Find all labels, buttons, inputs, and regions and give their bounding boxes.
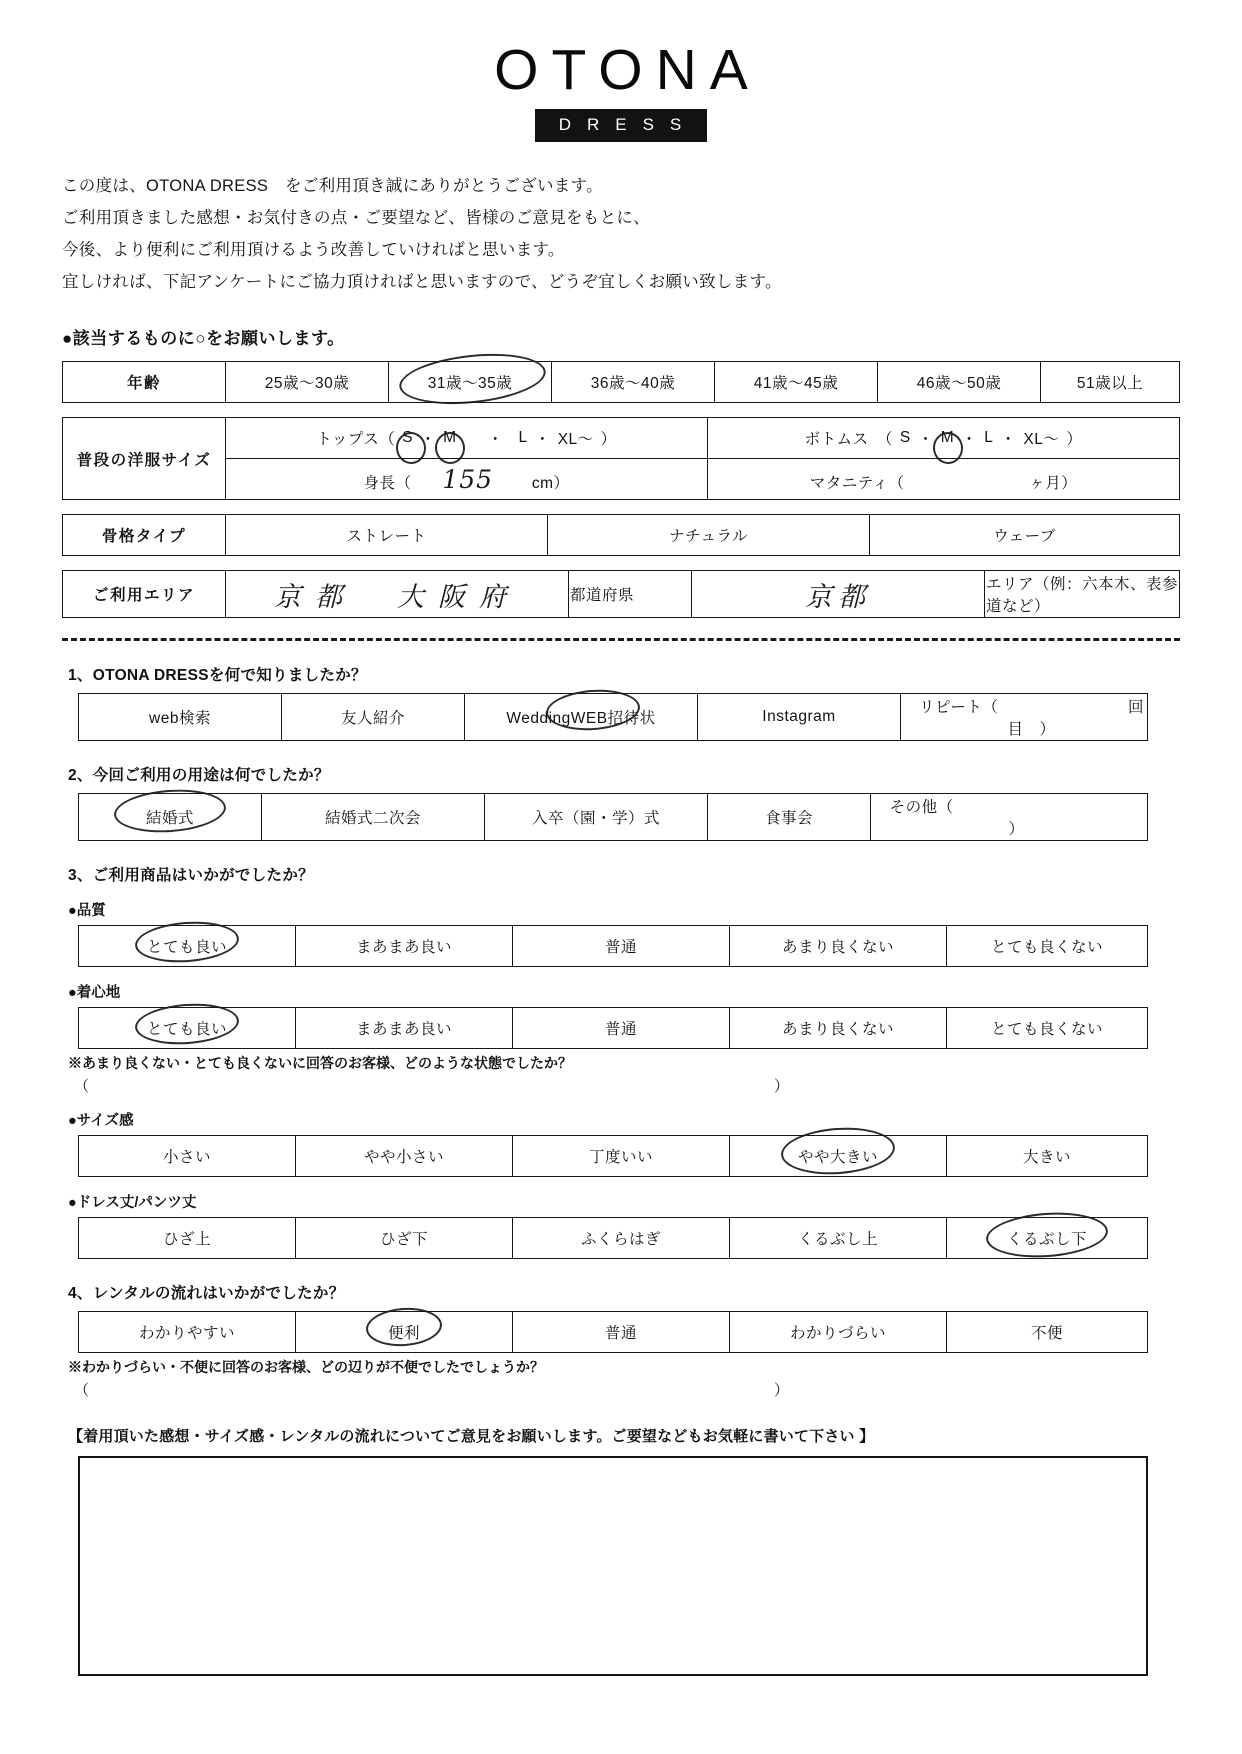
area-cell[interactable] bbox=[692, 571, 985, 618]
q3-fit-table bbox=[78, 1135, 1148, 1177]
q3-fit-option-1-label: やや小さい bbox=[363, 1149, 444, 1167]
body-type-label: 骨格タイプ bbox=[63, 515, 226, 556]
q3-quality-option-3-label: あまり良くない bbox=[781, 939, 894, 957]
instruction-heading: ●該当するものに○をお願いします。 bbox=[62, 329, 345, 349]
age-option-2-label: 36歳〜40歳 bbox=[590, 375, 676, 393]
q3-length-option-1[interactable] bbox=[296, 1218, 513, 1259]
q1-option-0-label: web検索 bbox=[149, 710, 211, 728]
bottoms-sep-3: ・ bbox=[1000, 431, 1017, 449]
q1-option-1[interactable] bbox=[282, 694, 465, 741]
q3-length-option-3[interactable] bbox=[730, 1218, 947, 1259]
q3-quality-heading: ●品質 bbox=[68, 903, 106, 920]
q3-fit-option-4-label: 大きい bbox=[1022, 1149, 1071, 1167]
q4-option-0[interactable] bbox=[79, 1312, 296, 1353]
q3-comfort-option-2[interactable] bbox=[513, 1008, 730, 1049]
age-option-0-label: 25歳〜30歳 bbox=[264, 375, 350, 393]
age-option-3-label: 41歳〜45歳 bbox=[753, 375, 839, 393]
bottoms-option-XL-label: XL〜 bbox=[1023, 431, 1060, 449]
table-row bbox=[79, 1136, 1148, 1177]
bottoms-option-M[interactable] bbox=[934, 429, 961, 447]
tops-sep-3: ・ bbox=[534, 431, 551, 449]
age-table bbox=[62, 361, 1180, 403]
q3-fit-option-3-label: やや大きい bbox=[797, 1149, 878, 1167]
body-type-option-2[interactable] bbox=[870, 515, 1180, 556]
body-type-option-0[interactable] bbox=[226, 515, 548, 556]
q2-option-1-label: 結婚式二次会 bbox=[324, 810, 421, 828]
height-label: 身長（ bbox=[363, 474, 412, 492]
maternity-unit: ヶ月） bbox=[1029, 474, 1078, 492]
logo-wordmark: OTONA bbox=[494, 38, 761, 102]
q3-quality-option-1[interactable] bbox=[296, 926, 513, 967]
q3-fit-option-3[interactable] bbox=[730, 1136, 947, 1177]
tops-prefix: トップス（ bbox=[316, 431, 396, 449]
intro-line-2: ご利用頂きました感想・お気付きの点・ご要望など、皆様のご意見をもとに、 bbox=[62, 208, 650, 227]
question-2-table bbox=[78, 793, 1148, 841]
table-row bbox=[79, 1312, 1148, 1353]
section-divider bbox=[62, 638, 1180, 641]
q2-option-1[interactable] bbox=[262, 794, 485, 841]
bottoms-option-L-label: L bbox=[984, 429, 994, 447]
clothing-size-table bbox=[62, 417, 1180, 500]
q2-option-0[interactable] bbox=[79, 794, 262, 841]
q4-answer-row[interactable] bbox=[74, 1379, 1242, 1399]
q3-quality-option-4[interactable] bbox=[947, 926, 1148, 967]
q4-option-3[interactable] bbox=[730, 1312, 947, 1353]
question-1-table bbox=[78, 693, 1148, 741]
q2-option-0-label: 結婚式 bbox=[145, 810, 194, 828]
q3-quality-option-2[interactable] bbox=[513, 926, 730, 967]
q3-fit-option-2[interactable] bbox=[513, 1136, 730, 1177]
q3-comfort-option-1[interactable] bbox=[296, 1008, 513, 1049]
tops-option-M[interactable] bbox=[436, 429, 463, 447]
table-row bbox=[63, 362, 1180, 403]
q2-option-3-label: 食事会 bbox=[764, 810, 813, 828]
q3-comfort-option-0[interactable] bbox=[79, 1008, 296, 1049]
height-cell[interactable] bbox=[226, 459, 708, 500]
q3-quality-option-2-label: 普通 bbox=[604, 939, 637, 957]
table-row bbox=[79, 694, 1148, 741]
age-option-4-label: 46歳〜50歳 bbox=[916, 375, 1002, 393]
bottoms-suffix: ） bbox=[1066, 431, 1083, 449]
prefecture-cell[interactable] bbox=[226, 571, 569, 618]
brand-logo bbox=[0, 0, 1242, 142]
area-value: 京都 bbox=[805, 581, 871, 613]
q3-quality-table bbox=[78, 925, 1148, 967]
q4-note: ※わかりづらい・不便に回答のお客様、どの辺りが不便でしたでしょうか？ bbox=[68, 1359, 544, 1376]
height-value: 155 bbox=[442, 464, 494, 494]
q2-option-4-label: その他（ bbox=[889, 799, 954, 817]
bottoms-prefix: ボトムス （ bbox=[804, 431, 893, 449]
tops-option-S[interactable] bbox=[395, 429, 420, 447]
q3-length-option-0-label: ひざ上 bbox=[162, 1231, 211, 1249]
q3-comfort-option-2-label: 普通 bbox=[604, 1021, 637, 1039]
prefecture-caption: 都道府県 bbox=[569, 571, 692, 618]
bottoms-option-M-label: M bbox=[940, 429, 955, 447]
q3-comfort-table bbox=[78, 1007, 1148, 1049]
tops-option-XL[interactable] bbox=[551, 427, 601, 449]
tops-suffix: ） bbox=[600, 431, 617, 449]
q3-quality-option-1-label: まあまあ良い bbox=[355, 939, 452, 957]
question-4-title: 4、レンタルの流れはいかがでしたか？ bbox=[68, 1285, 345, 1303]
q4-option-2-label: 普通 bbox=[604, 1325, 637, 1343]
q2-option-2-label: 入卒（園・学）式 bbox=[531, 810, 660, 828]
age-option-5[interactable] bbox=[1041, 362, 1180, 403]
tops-option-L[interactable] bbox=[512, 429, 535, 447]
body-type-table bbox=[62, 514, 1180, 556]
q3-quality-option-4-label: とても良くない bbox=[990, 939, 1103, 957]
maternity-cell[interactable] bbox=[708, 459, 1180, 500]
q3-fit-heading: ●サイズ感 bbox=[68, 1113, 134, 1130]
age-option-0[interactable] bbox=[226, 362, 389, 403]
age-option-3[interactable] bbox=[715, 362, 878, 403]
usage-area-table bbox=[62, 570, 1180, 618]
bottoms-size-cell[interactable] bbox=[708, 418, 1180, 459]
q4-answer-open: （ bbox=[74, 1382, 90, 1400]
height-unit: cm） bbox=[531, 474, 570, 492]
q3-comfort-option-0-label: とても良い bbox=[146, 1021, 227, 1039]
table-row bbox=[79, 1008, 1148, 1049]
prefecture-value: 京都 大阪府 bbox=[274, 581, 520, 613]
bottoms-option-XL[interactable] bbox=[1016, 427, 1066, 449]
q4-option-4[interactable] bbox=[947, 1312, 1148, 1353]
intro-line-3: 今後、より便利にご利用頂けるよう改善していければと思います。 bbox=[62, 241, 565, 260]
q3-length-option-4[interactable] bbox=[947, 1218, 1148, 1259]
q3-fit-option-1[interactable] bbox=[296, 1136, 513, 1177]
q3-length-option-4-label: くるぶし下 bbox=[1006, 1231, 1087, 1249]
bottoms-option-L[interactable] bbox=[977, 429, 1000, 447]
maternity-value bbox=[909, 465, 1029, 494]
q3-quality-option-0-label: とても良い bbox=[146, 939, 227, 957]
q1-option-3[interactable] bbox=[698, 694, 901, 741]
tops-sep-1: ・ bbox=[420, 431, 437, 449]
q3-fit-option-0[interactable] bbox=[79, 1136, 296, 1177]
q1-option-5-label: 回目 ） bbox=[1007, 699, 1145, 739]
q1-option-3-label: Instagram bbox=[762, 708, 836, 726]
q2-option-2[interactable] bbox=[485, 794, 708, 841]
q2-option-4[interactable] bbox=[871, 794, 1148, 841]
table-row bbox=[79, 1218, 1148, 1259]
q3-fit-option-4[interactable] bbox=[947, 1136, 1148, 1177]
q3-length-option-2[interactable] bbox=[513, 1218, 730, 1259]
intro-line-1: この度は、OTONA DRESS をご利用頂き誠にありがとうございます。 bbox=[62, 176, 603, 195]
q3-length-option-2-label: ふくらはぎ bbox=[580, 1231, 661, 1249]
body-type-option-1-label: ナチュラル bbox=[668, 528, 749, 546]
q1-option-1-label: 友人紹介 bbox=[340, 710, 405, 728]
tops-size-cell[interactable] bbox=[226, 418, 708, 459]
bottoms-sep-2: ・ bbox=[961, 431, 978, 449]
q3-length-option-0[interactable] bbox=[79, 1218, 296, 1259]
table-row bbox=[63, 418, 1180, 459]
q3-length-option-3-label: くるぶし上 bbox=[797, 1231, 878, 1249]
age-label: 年齢 bbox=[63, 362, 226, 403]
q1-option-2[interactable] bbox=[465, 694, 698, 741]
q3-length-option-1-label: ひざ下 bbox=[379, 1231, 428, 1249]
q1-option-4[interactable] bbox=[901, 694, 1148, 741]
q4-option-1-label: 便利 bbox=[387, 1325, 420, 1343]
age-option-2[interactable] bbox=[552, 362, 715, 403]
tops-option-M-label: M bbox=[443, 429, 457, 447]
area-caption: エリア（例：六本木、表参道など） bbox=[985, 571, 1180, 618]
q3-quality-option-3[interactable] bbox=[730, 926, 947, 967]
q2-option-3[interactable] bbox=[708, 794, 871, 841]
q4-option-1[interactable] bbox=[296, 1312, 513, 1353]
age-option-4[interactable] bbox=[878, 362, 1041, 403]
q3-comfort-option-3-label: あまり良くない bbox=[781, 1021, 894, 1039]
q3-length-table bbox=[78, 1217, 1148, 1259]
q4-option-0-label: わかりやすい bbox=[138, 1325, 235, 1343]
age-option-5-label: 51歳以上 bbox=[1076, 375, 1144, 393]
table-row bbox=[79, 794, 1148, 841]
q3-comfort-answer-open: （ bbox=[74, 1078, 90, 1096]
q3-comfort-option-4-label: とても良くない bbox=[990, 1021, 1103, 1039]
free-comment-heading: 【着用頂いた感想・サイズ感・レンタルの流れについてご意見をお願いします。ご要望などもお気軽に書いて下さい 】 bbox=[68, 1428, 875, 1446]
table-row bbox=[63, 459, 1180, 500]
q3-fit-option-0-label: 小さい bbox=[162, 1149, 211, 1167]
logo-subwordmark: DRESS bbox=[535, 109, 708, 142]
q4-option-4-label: 不便 bbox=[1030, 1325, 1063, 1343]
q4-option-2[interactable] bbox=[513, 1312, 730, 1353]
q3-comfort-option-4[interactable] bbox=[947, 1008, 1148, 1049]
question-4-table bbox=[78, 1311, 1148, 1353]
q3-length-heading: ●ドレス丈/パンツ丈 bbox=[68, 1195, 197, 1212]
tops-option-L-label: L bbox=[518, 429, 528, 447]
table-row bbox=[63, 571, 1180, 618]
q3-comfort-answer-close: ） bbox=[774, 1078, 790, 1096]
q2-option-5-label: ） bbox=[1008, 821, 1025, 839]
bottoms-option-S[interactable] bbox=[893, 429, 918, 447]
body-type-option-2-label: ウェーブ bbox=[993, 528, 1056, 546]
age-option-1[interactable] bbox=[389, 362, 552, 403]
tops-option-S-label: S bbox=[402, 429, 414, 447]
q3-comfort-note: ※あまり良くない・とても良くないに回答のお客様、どのような状態でしたか？ bbox=[68, 1055, 572, 1072]
bottoms-option-S-label: S bbox=[899, 429, 911, 447]
q4-answer-close: ） bbox=[774, 1382, 790, 1400]
body-type-option-0-label: ストレート bbox=[346, 528, 427, 546]
table-row bbox=[63, 515, 1180, 556]
q1-option-0[interactable] bbox=[79, 694, 282, 741]
q3-comfort-answer-row[interactable] bbox=[74, 1075, 1242, 1095]
table-row bbox=[79, 926, 1148, 967]
usage-area-label: ご利用エリア bbox=[63, 571, 226, 618]
q1-option-2-label: WeddingWEB招待状 bbox=[506, 710, 656, 728]
q3-quality-option-0[interactable] bbox=[79, 926, 296, 967]
clothing-size-label: 普段の洋服サイズ bbox=[63, 418, 226, 500]
q3-comfort-option-1-label: まあまあ良い bbox=[355, 1021, 452, 1039]
bottoms-sep-1: ・ bbox=[917, 431, 934, 449]
intro-line-4: 宜しければ、下記アンケートにご協力頂ければと思いますので、どうぞ宜しくお願い致します。 bbox=[62, 273, 782, 292]
q3-comfort-option-3[interactable] bbox=[730, 1008, 947, 1049]
q4-option-3-label: わかりづらい bbox=[789, 1325, 886, 1343]
tops-option-XL-label: XL〜 bbox=[557, 431, 594, 449]
q1-option-4-label: リピート（ bbox=[918, 699, 999, 717]
intro-paragraph bbox=[62, 170, 1242, 299]
free-comment-box[interactable] bbox=[78, 1456, 1148, 1676]
question-2-title: 2、今回ご利用の用途は何でしたか？ bbox=[68, 767, 330, 785]
tops-sep-2: ・ bbox=[471, 431, 520, 449]
q3-fit-option-2-label: 丁度いい bbox=[588, 1149, 653, 1167]
q3-comfort-heading: ●着心地 bbox=[68, 985, 121, 1002]
question-1-title: 1、OTONA DRESSを何で知りましたか？ bbox=[68, 667, 367, 685]
question-3-title: 3、ご利用商品はいかがでしたか？ bbox=[68, 867, 314, 885]
maternity-label: マタニティ（ bbox=[809, 474, 905, 492]
age-option-1-label: 31歳〜35歳 bbox=[427, 375, 513, 393]
body-type-option-1[interactable] bbox=[548, 515, 870, 556]
